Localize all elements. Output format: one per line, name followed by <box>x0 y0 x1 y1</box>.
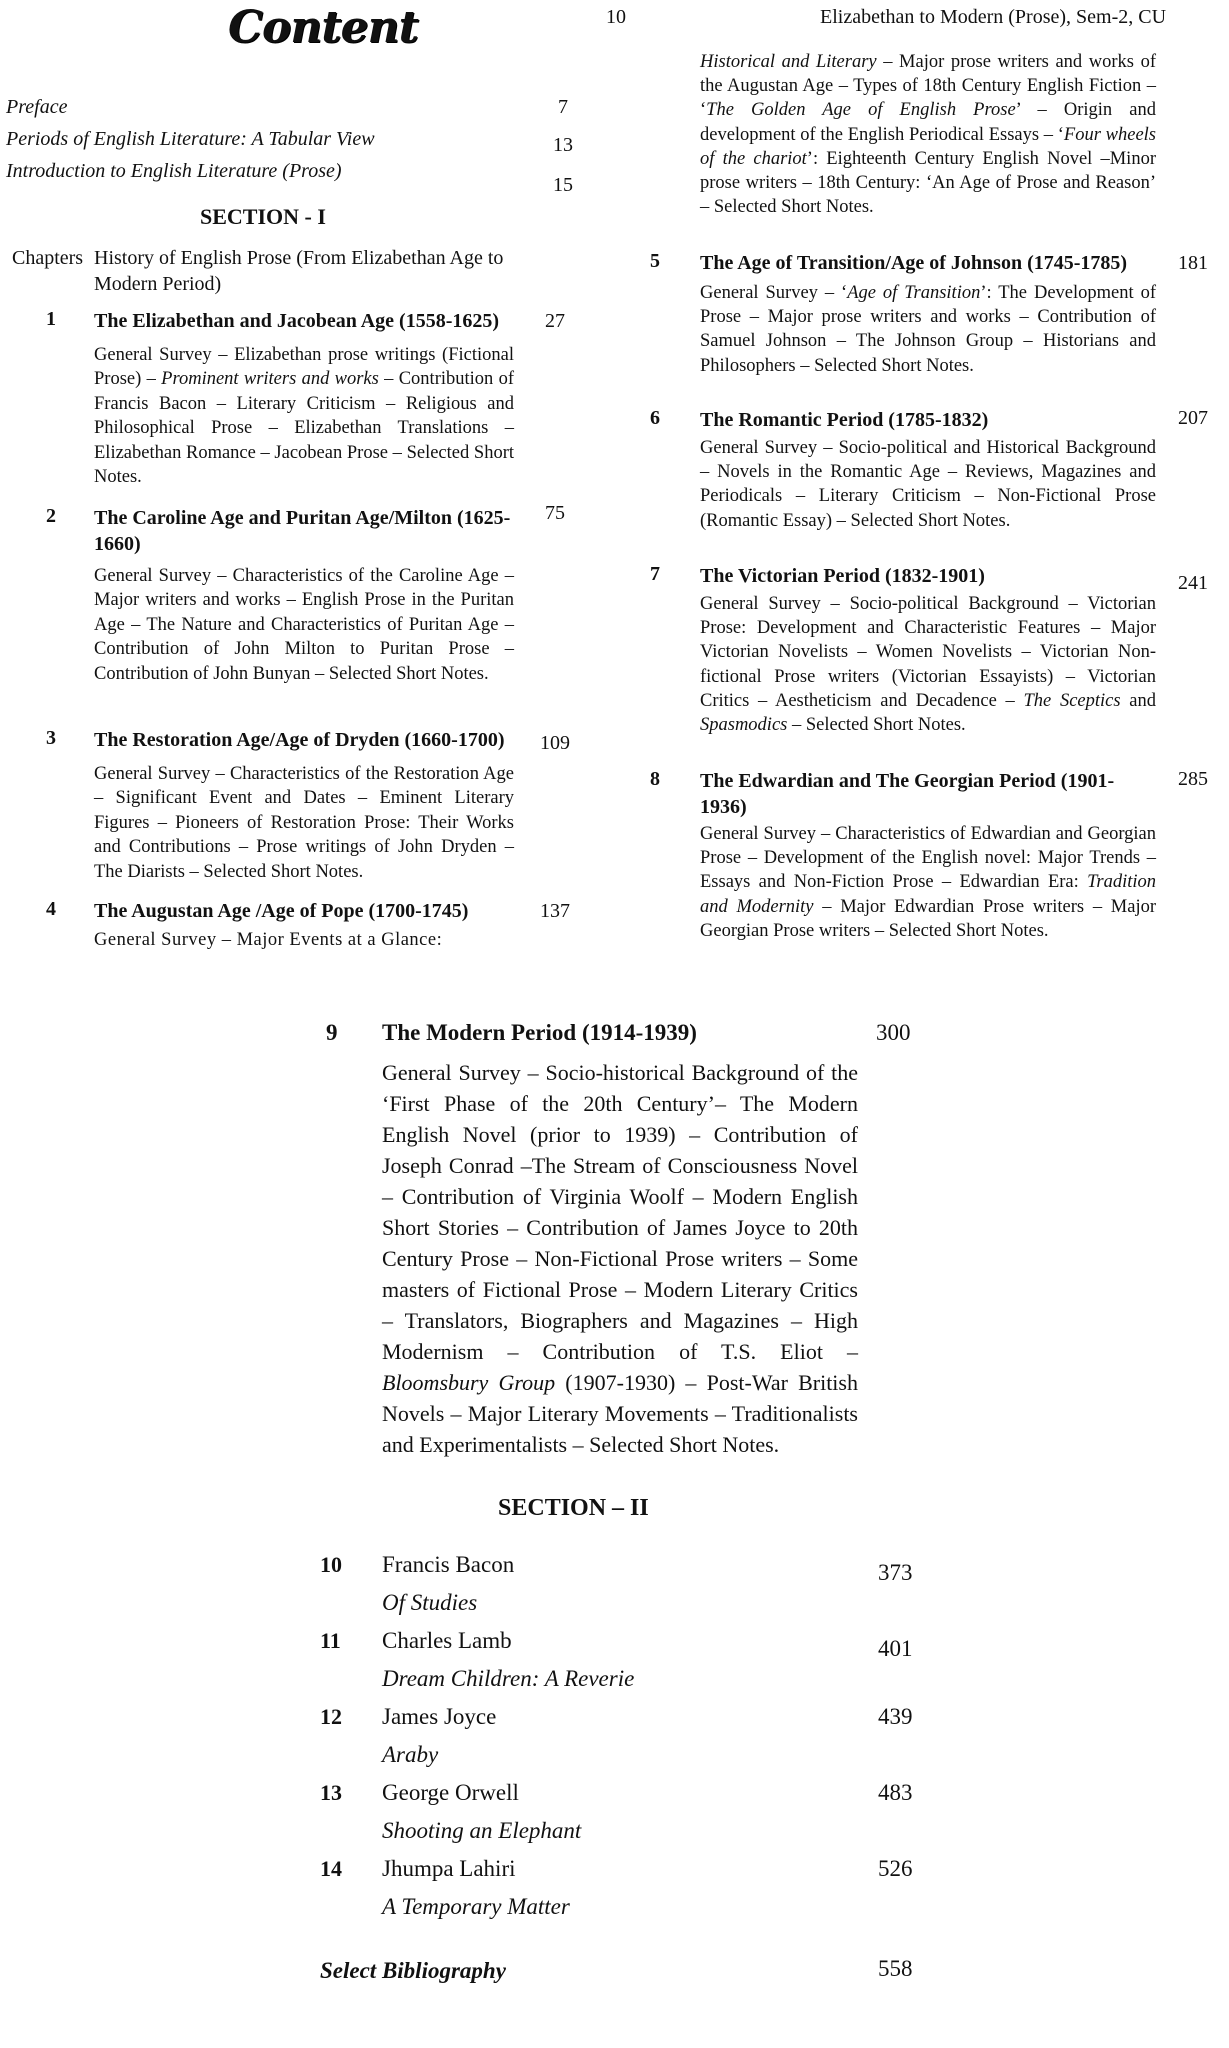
chapter-2-title[interactable]: The Caroline Age and Puritan Age/Milton (1625-1660) <box>94 507 511 555</box>
chapter-4-number: 4 <box>46 898 56 920</box>
chapter-3-title[interactable]: The Restoration Age/Age of Dryden (1660-1700) <box>94 729 505 751</box>
chapter-3-description: General Survey – Characteristics of the Restoration Age – Significant Event and Dates – Eminent Literary Figures – Pioneers of Restoration Prose: Their Works and Contributions – Prose writings of John Dryden – The Diarists – Selected Short Notes. <box>94 764 514 882</box>
chapter-7-title[interactable]: The Victorian Period (1832-1901) <box>700 565 985 587</box>
chapter-8-page: 285 <box>1178 768 1208 790</box>
item-11-page: 401 <box>878 1636 913 1661</box>
item-11-work[interactable]: Dream Children: A Reverie <box>382 1666 635 1691</box>
item-11-number: 11 <box>320 1628 341 1653</box>
chapter-1-description: General Survey – Elizabethan prose writings (Fictional Prose) – Prominent writers and works – Contribution of Francis Bacon – Literary Criticism – Religious and Philosophical Prose – Elizabethan Translations – Elizabethan Romance – Jacobean Prose – Selected Short Notes. <box>94 345 514 488</box>
page-number: 10 <box>606 6 626 28</box>
front-matter-preface[interactable]: Preface <box>6 96 68 118</box>
item-11-author[interactable]: Charles Lamb <box>382 1628 512 1653</box>
section-2-heading: SECTION – II <box>498 1495 649 1521</box>
chapter-3-number: 3 <box>46 727 56 749</box>
chapter-4-title[interactable]: The Augustan Age /Age of Pope (1700-1745) <box>94 900 469 922</box>
chapter-2-page: 75 <box>545 502 565 524</box>
item-12-work[interactable]: Araby <box>382 1742 439 1767</box>
front-matter-periods-page: 13 <box>553 134 573 156</box>
section-1-heading: SECTION - I <box>200 204 326 229</box>
chapter-8-number: 8 <box>650 768 660 790</box>
item-12-number: 12 <box>320 1704 342 1729</box>
item-10-number: 10 <box>320 1552 342 1577</box>
select-bibliography[interactable]: Select Bibliography <box>320 1958 506 1983</box>
chapter-6-description: General Survey – Socio-political and Historical Background – Novels in the Romantic Age – Reviews, Magazines and Periodicals – Literary Criticism – Non-Fictional Prose (Romantic Essay) – Selected Short Notes. <box>700 438 1156 531</box>
chapter-1-title[interactable]: The Elizabethan and Jacobean Age (1558-1625) <box>94 310 500 332</box>
item-14-author[interactable]: Jhumpa Lahiri <box>382 1856 516 1881</box>
chapter-2-number: 2 <box>46 505 56 527</box>
chapter-7-page: 241 <box>1178 572 1208 594</box>
chapter-9-description: General Survey – Socio-historical Background of the ‘First Phase of the 20th Century’– The Modern English Novel (prior to 1939) – Contribution of Joseph Conrad –The Stream of Consciousness Novel – Contribution of Virginia Woolf – Modern English Short Stories – Contribution of James Joyce to 20th Century Prose – Non-Fictional Prose writers – Some masters of Fictional Prose – Modern Literary Critics – Translators, Biographers and Magazines – High Modernism – Contribution of T.S. Eliot – Bloomsbury Group (1907-1930) – Post-War British Novels – Major Literary Movements – Traditionalists and Experimentalists – Selected Short Notes. <box>382 1060 858 1457</box>
item-14-number: 14 <box>320 1856 342 1881</box>
item-12-author[interactable]: James Joyce <box>382 1704 497 1729</box>
chapters-label: Chapters <box>12 247 84 269</box>
front-matter-periods[interactable]: Periods of English Literature: A Tabular View <box>6 128 375 150</box>
chapters-title: History of English Prose (From Elizabethan Age to Modern Period) <box>94 247 504 295</box>
chapter-6-number: 6 <box>650 407 660 429</box>
item-13-number: 13 <box>320 1780 342 1805</box>
chapter-4-description-continued: Historical and Literary – Major prose writers and works of the Augustan Age – Types of 18th Century English Fiction – ‘The Golden Age of English Prose’ – Origin and development of the English Periodical Essays – ‘Four wheels of the chariot’: Eighteenth Century English Novel –Minor prose writers – 18th Century: ‘An Age of Prose and Reason’ – Selected Short Notes. <box>700 52 1156 218</box>
item-13-page: 483 <box>878 1780 913 1805</box>
chapter-1-number: 1 <box>46 308 56 330</box>
chapter-5-title[interactable]: The Age of Transition/Age of Johnson (1745-1785) <box>700 252 1128 274</box>
bibliography-page: 558 <box>878 1956 913 1981</box>
chapter-1-page: 27 <box>545 310 565 332</box>
chapter-9-title[interactable]: The Modern Period (1914-1939) <box>382 1020 697 1045</box>
front-matter-preface-page: 7 <box>558 96 568 118</box>
front-matter-introduction[interactable]: Introduction to English Literature (Prose) <box>6 160 342 182</box>
item-13-work[interactable]: Shooting an Elephant <box>382 1818 582 1843</box>
chapter-5-number: 5 <box>650 250 660 272</box>
chapter-9-page: 300 <box>876 1020 911 1045</box>
chapter-9-number: 9 <box>326 1020 338 1045</box>
chapter-6-title[interactable]: The Romantic Period (1785-1832) <box>700 409 989 431</box>
chapter-5-description: General Survey – ‘Age of Transition’: The Development of Prose – Major prose writers and works – Contribution of Samuel Johnson – The Johnson Group – Historians and Philosophers – Selected Short Notes. <box>700 283 1156 376</box>
chapter-4-page: 137 <box>540 900 570 922</box>
chapter-8-title[interactable]: The Edwardian and The Georgian Period (1901-1936) <box>700 770 1115 818</box>
chapter-8-description: General Survey – Characteristics of Edwardian and Georgian Prose – Development of the English novel: Major Trends – Essays and Non-Fiction Prose – Edwardian Era: Tradition and Modernity – Major Edwardian Prose writers – Major Georgian Prose writers – Selected Short Notes. <box>700 824 1157 941</box>
item-13-author[interactable]: George Orwell <box>382 1780 519 1805</box>
item-10-work[interactable]: Of Studies <box>382 1590 478 1615</box>
chapter-6-page: 207 <box>1178 407 1208 429</box>
item-14-work[interactable]: A Temporary Matter <box>382 1894 570 1919</box>
item-10-page: 373 <box>878 1560 913 1585</box>
chapter-7-number: 7 <box>650 563 660 585</box>
content-logo: Content <box>228 2 418 53</box>
item-14-page: 526 <box>878 1856 913 1881</box>
item-12-page: 439 <box>878 1704 913 1729</box>
front-matter-introduction-page: 15 <box>553 174 573 196</box>
chapter-3-page: 109 <box>540 732 570 754</box>
running-head: Elizabethan to Modern (Prose), Sem-2, CU <box>820 6 1167 28</box>
chapter-7-description: General Survey – Socio-political Background – Victorian Prose: Development and Characteristic Features – Major Victorian Novelists – Women Novelists – Victorian Non-fictional Prose writers (Victorian Essayists) – Victorian Critics – Aestheticism and Decadence – The Sceptics and Spasmodics – Selected Short Notes. <box>700 594 1156 736</box>
item-10-author[interactable]: Francis Bacon <box>382 1552 515 1577</box>
chapter-5-page: 181 <box>1178 252 1208 274</box>
chapter-4-description: General Survey – Major Events at a Glance: <box>94 930 443 950</box>
chapter-2-description: General Survey – Characteristics of the Caroline Age – Major writers and works – English Prose in the Puritan Age – The Nature and Characteristics of Puritan Age – Contribution of John Milton to Puritan Prose – Contribution of John Bunyan – Selected Short Notes. <box>94 566 514 684</box>
